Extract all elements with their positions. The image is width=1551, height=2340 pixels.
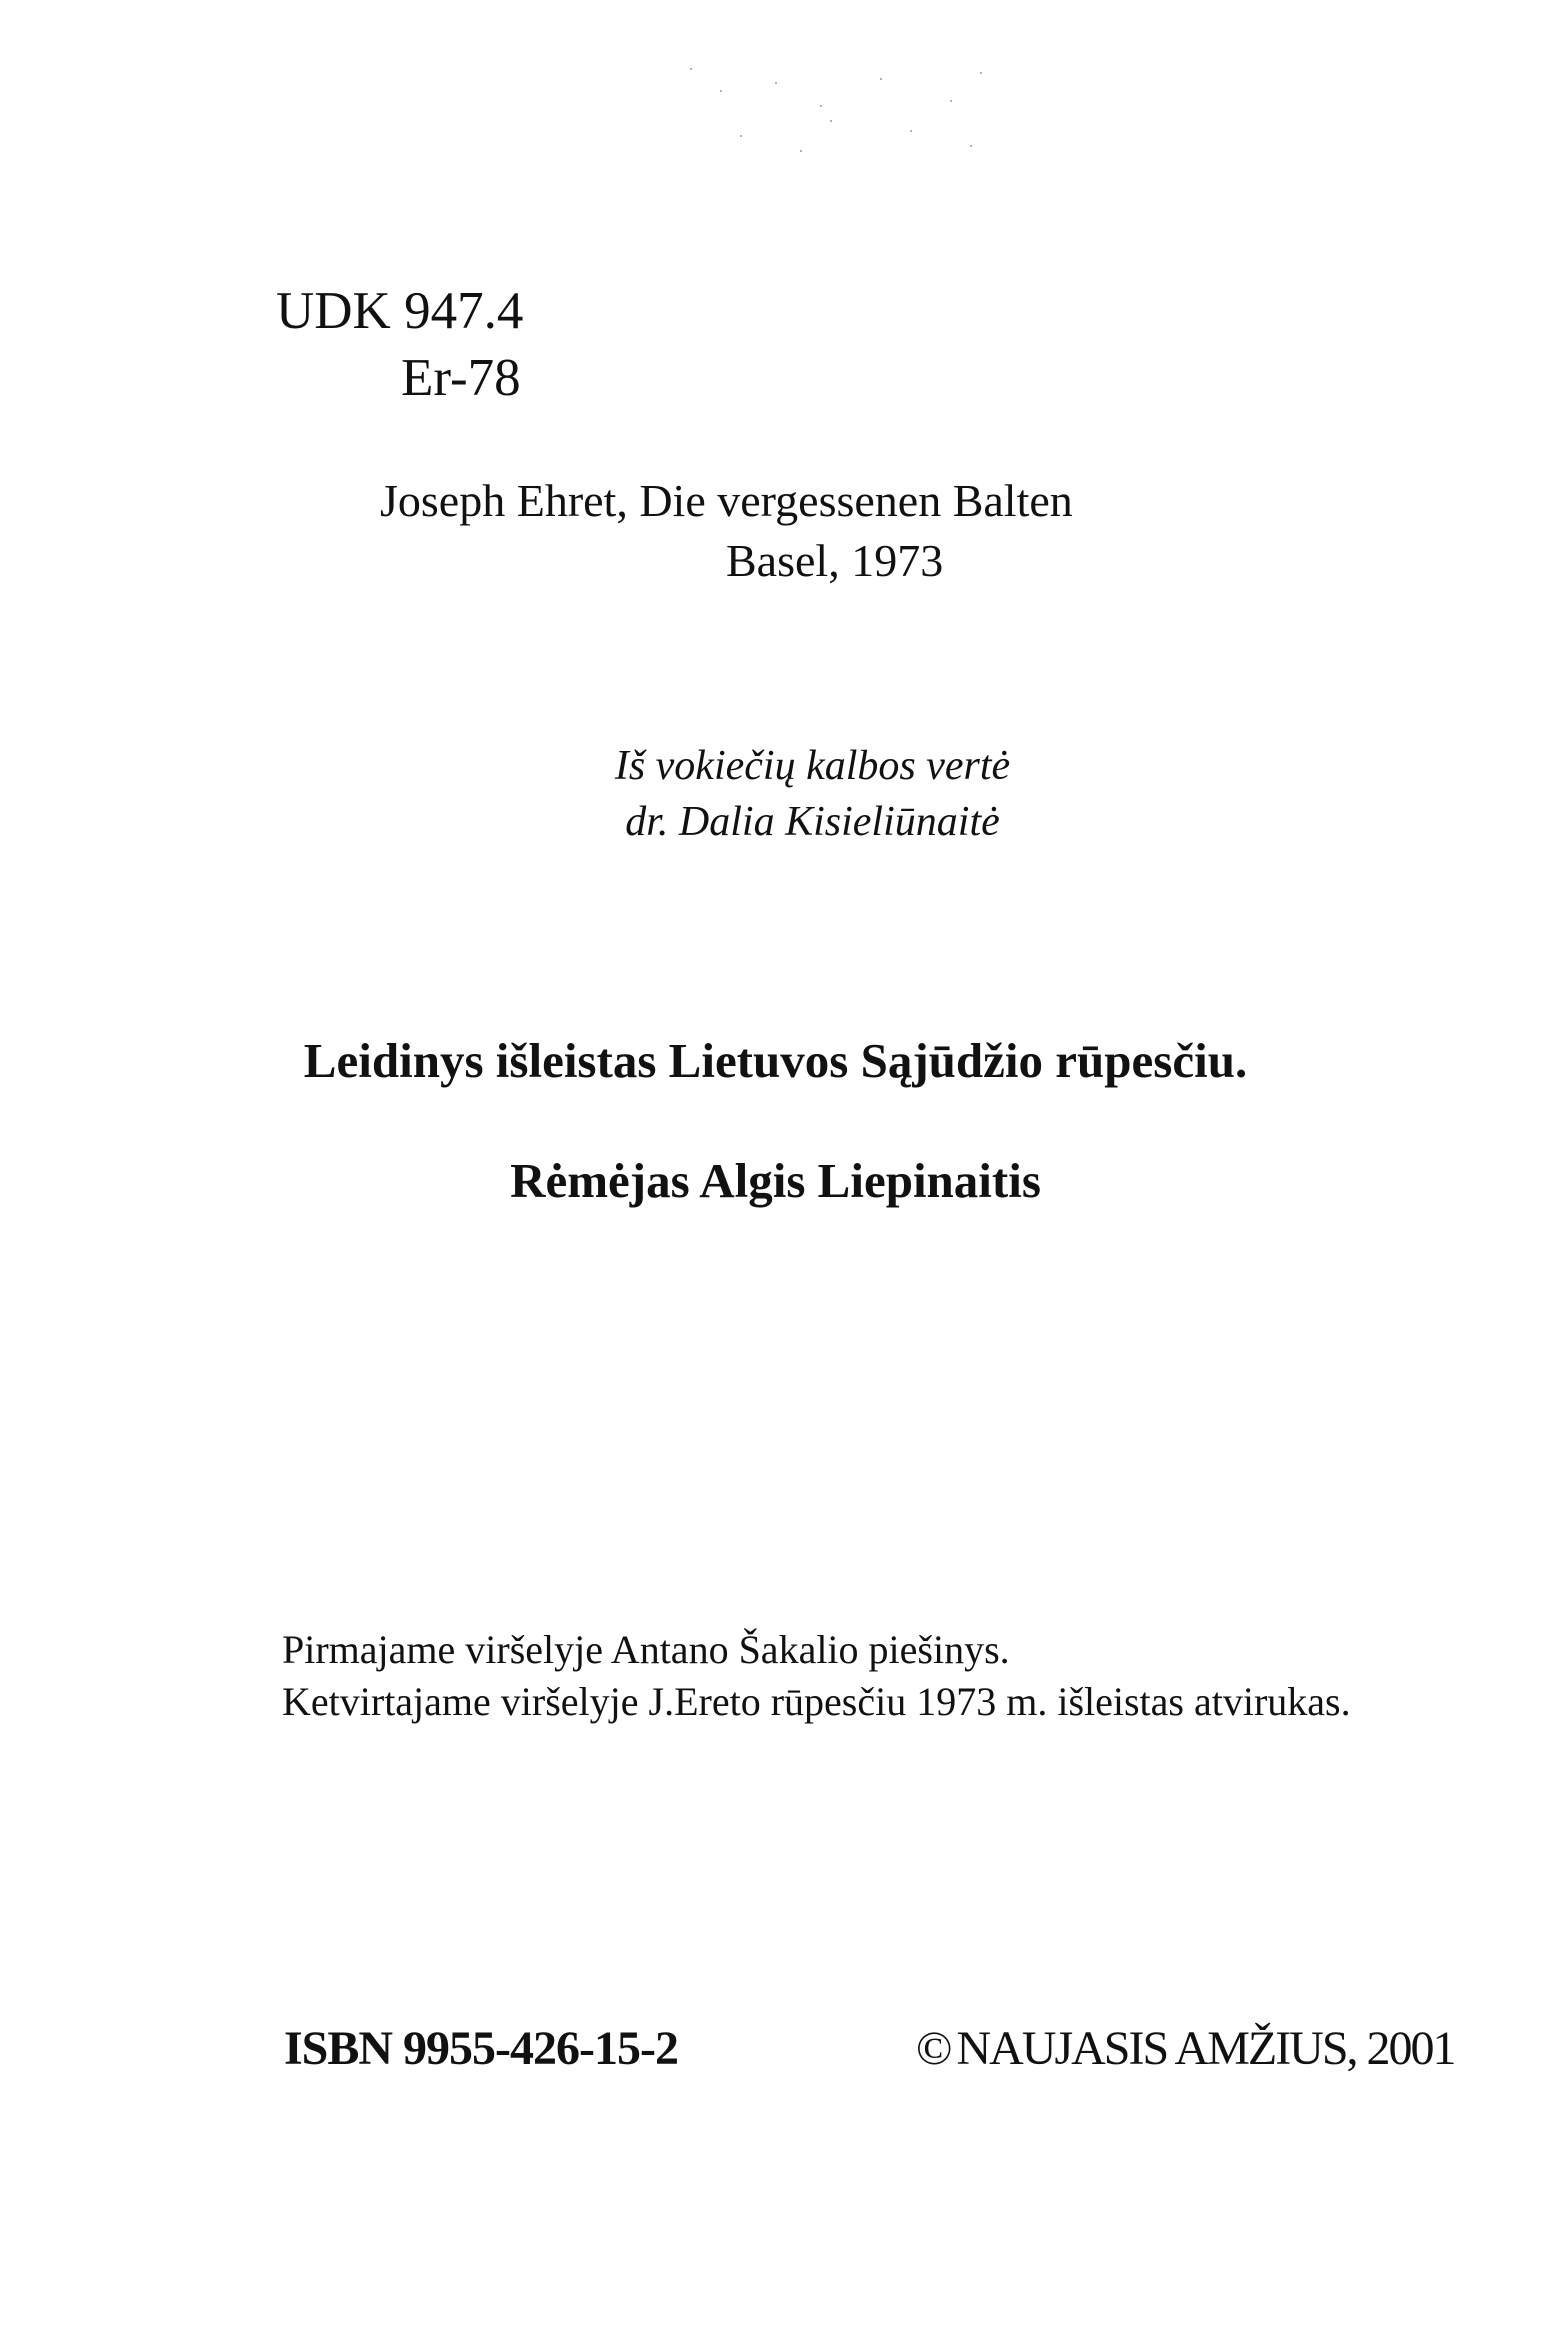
original-imprint: Basel, 1973 [726, 535, 944, 586]
isbn: ISBN 9955-426-15-2 [284, 2022, 679, 2075]
author-mark: Er-78 [401, 349, 521, 407]
copyright-notice [916, 2022, 1455, 2075]
translation-credit [0, 745, 1551, 843]
back-cover-note: Ketvirtajame viršelyje J.Ereto rūpesčiu 1973 m. išleistas atvirukas. [282, 1679, 1351, 1724]
publisher-note: Leidinys išleistas Lietuvos Sąjūdžio rūpesčiu. [303, 1033, 1248, 1088]
front-cover-note: Pirmajame viršelyje Antano Šakalio piešinys. [282, 1627, 1010, 1672]
cover-notes [282, 1627, 1351, 1724]
translation-note: Iš vokiečių kalbos vertė [614, 743, 1011, 789]
udk-classification [276, 282, 524, 407]
udk-code: UDK 947.4 [276, 282, 524, 340]
original-title: Joseph Ehret, Die vergessenen Balten [380, 475, 1073, 526]
scan-specks [680, 60, 1000, 170]
copyright-holder: NAUJASIS AMŽIUS, 2001 [956, 2022, 1455, 2075]
translator-name: dr. Dalia Kisieliūnaitė [625, 799, 1000, 845]
original-edition [380, 475, 1073, 586]
copyright-icon: © [916, 2022, 951, 2075]
sponsor-credit: Rėmėjas Algis Liepinaitis [510, 1153, 1041, 1208]
